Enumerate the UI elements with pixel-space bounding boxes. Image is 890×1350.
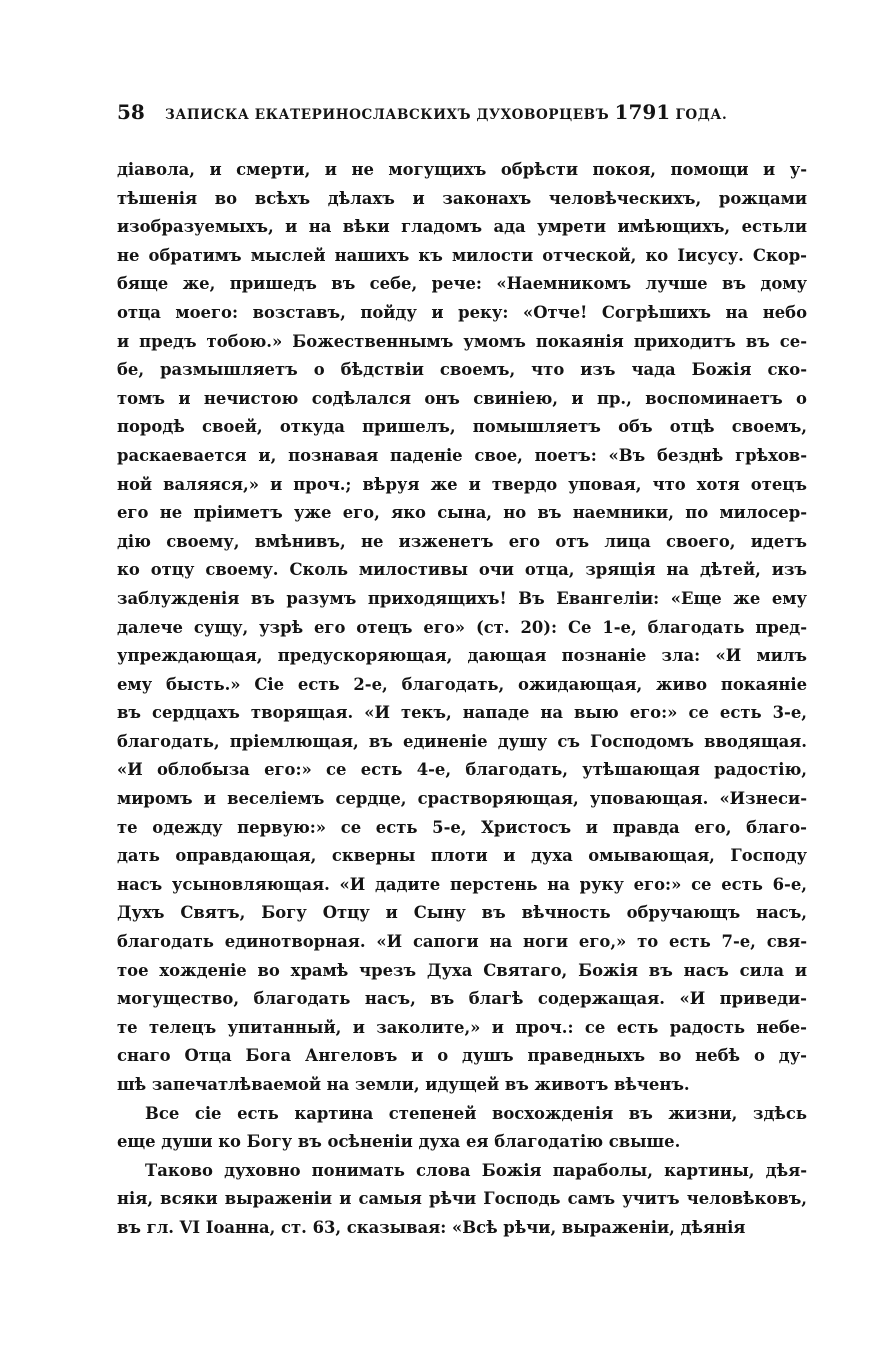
text-line: далече сущу, узрѣ его отецъ его» (ст. 20): Се 1-е, благодать пред- <box>117 617 807 637</box>
text-line: насъ усыновляющая. «И дадите перстень на руку его:» се есть 6-е, <box>117 874 807 894</box>
running-title-text: ЗАПИСКА ЕКАТЕРИНОСЛАВСКИХЪ ДУХОВОРЦЕВЪ <box>165 107 610 123</box>
body-text <box>117 156 807 1243</box>
text-line: томъ и нечистою содѣлался онъ свиніею, и пр., воспоминаетъ о <box>117 388 807 408</box>
text-line: снаго Отца Бога Ангеловъ и о душъ праведныхъ во небѣ о ду- <box>117 1046 807 1066</box>
text-line: Таково духовно понимать слова Божія параболы, картины, дѣя- <box>145 1160 807 1180</box>
running-title <box>165 100 727 124</box>
text-line: и предъ тобою.» Божественнымъ умомъ покаянія приходитъ въ се- <box>117 331 807 351</box>
text-line: благодать единотворная. «И сапоги на ноги его,» то есть 7-е, свя- <box>117 932 807 952</box>
text-line: упреждающая, предускоряющая, дающая познаніе зла: «И милъ <box>117 646 807 666</box>
text-line: бе, размышляетъ о бѣдствіи своемъ, что изъ чада Божія ско- <box>117 360 807 380</box>
text-line: миромъ и веселіемъ сердце, срастворяющая, уповающая. «Изнеси- <box>117 789 807 809</box>
text-line: те одежду первую:» се есть 5-е, Христосъ и правда его, благо- <box>117 817 807 837</box>
text-line: бящe же, пришедъ въ себе, рече: «Наемникомъ лучше въ дому <box>117 274 807 294</box>
page-number: 58 <box>117 100 145 124</box>
running-title-year: 1791 <box>614 100 671 124</box>
text-line: благодать, пріемлющая, въ единеніе душу съ Господомъ вводящая. <box>117 731 807 751</box>
text-line: те телецъ упитанный, и заколите,» и проч.: се есть радость небе- <box>117 1017 807 1037</box>
text-line: нія, всяки выраженіи и самыя рѣчи Господь самъ учитъ человѣковъ, <box>117 1189 807 1209</box>
text-line: діавола, и смерти, и не могущихъ обрѣсти покоя, помощи и у- <box>117 160 807 179</box>
text-line: не обратимъ мыслей нашихъ къ милости отческой, ко Іисусу. Скор- <box>117 245 807 265</box>
paragraph <box>117 1100 807 1157</box>
text-line: его не пріиметъ уже его, яко сына, но въ наемники, по милосер- <box>117 503 807 523</box>
book-page <box>117 100 807 1243</box>
text-line: отца моего: возставъ, пойду и реку: «Отче! Согрѣшихъ на небо <box>117 302 807 322</box>
text-line: заблужденія въ разумъ приходящихъ! Въ Евангеліи: «Еще же ему <box>117 588 807 608</box>
text-line: Все сіе есть картина степеней восхожденія въ жизни, здѣсь <box>145 1103 807 1123</box>
text-line: еще души ко Богу въ осѣненіи духа ея благодатію свыше. <box>117 1132 681 1152</box>
text-line: шѣ запечатлѣваемой на земли, идущей въ животъ вѣченъ. <box>117 1075 690 1094</box>
text-line: «И облобыза его:» се есть 4-е, благодать, утѣшающая радостію, <box>117 760 807 780</box>
paragraph <box>117 156 807 1100</box>
running-head <box>117 100 807 136</box>
text-line: Духъ Святъ, Богу Отцу и Сыну въ вѣчность обручающъ насъ, <box>117 903 807 923</box>
text-line: тѣшенія во всѣхъ дѣлахъ и законахъ человѣческихъ, рожцами <box>117 188 807 208</box>
text-line: дію своему, вмѣнивъ, не изженетъ его отъ лица своего, идетъ <box>117 531 807 551</box>
text-line: тое хожденіе во храмѣ чрезъ Духа Святаго, Божія въ насъ сила и <box>117 960 807 980</box>
text-line: изобразуемыхъ, и на вѣки гладомъ ада умрети имѣющихъ, естьли <box>117 217 807 237</box>
text-line: въ сердцахъ творящая. «И текъ, нападе на выю его:» се есть 3-е, <box>117 703 807 723</box>
text-line: ему бысть.» Сіе есть 2-е, благодать, ожидающая, живо покаяніе <box>117 674 807 694</box>
text-line: ной валяяся,» и проч.; вѣруя же и твердо уповая, что хотя отецъ <box>117 474 807 494</box>
text-line: ко отцу своему. Сколь милостивы очи отца, зрящія на дѣтей, изъ <box>117 560 807 580</box>
paragraph <box>117 1157 807 1243</box>
text-line: породѣ своей, откуда пришелъ, помышляетъ объ отцѣ своемъ, <box>117 417 807 437</box>
text-line: дать оправдающая, скверны плоти и духа омывающая, Господу <box>117 846 807 866</box>
text-line: въ гл. VI Іоанна, ст. 63, сказывая: «Всѣ рѣчи, выраженіи, дѣянія <box>117 1217 746 1237</box>
text-line: раскаевается и, познавая паденіе свое, поетъ: «Въ безднѣ грѣхов- <box>117 445 807 465</box>
text-line: могущество, благодать насъ, въ благѣ содержащая. «И приведи- <box>117 989 807 1009</box>
running-title-suffix: ГОДА. <box>675 107 728 123</box>
